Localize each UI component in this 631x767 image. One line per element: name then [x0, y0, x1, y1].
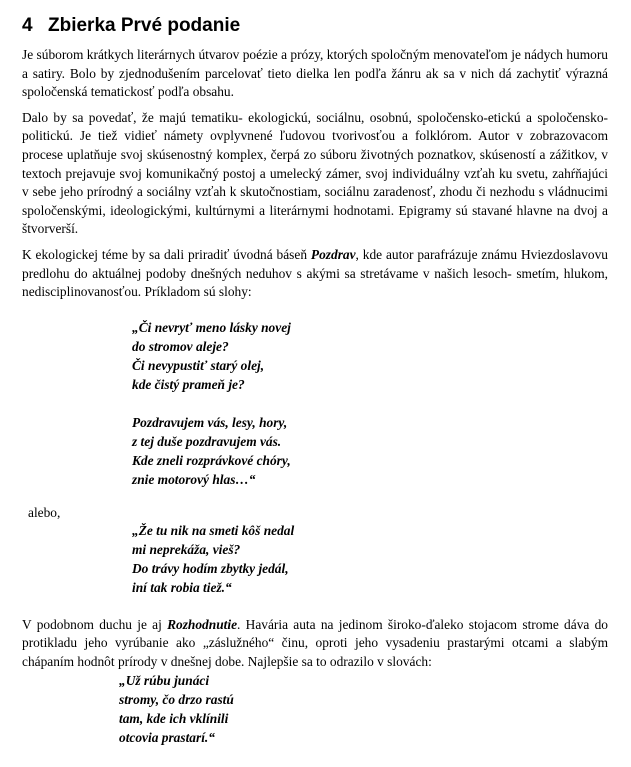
paragraph-4: [22, 616, 608, 672]
poem-line: iní tak robia tiež.“: [132, 579, 232, 595]
poem-line: Kde zneli rozprávkové chóry,: [132, 452, 291, 468]
poem-line: stromy, čo drzo rastú: [119, 691, 234, 707]
poem-line: tam, kde ich vklínili: [119, 710, 229, 726]
paragraph-4-after: . Havária auta na jedinom široko-ďaleko stojacom strome dáva do protikladu jeho vyrúbanie ako „záslužného“ činu, oproti jeho vysadeniu prastarými otcami a slabým chápaním hodnôt prírody v dnešnej dobe. Najlepšie sa to odrazilo v slovách:: [22, 616, 608, 669]
poem-line: „Že tu nik na smeti kôš nedal: [132, 522, 295, 538]
poem-line: „Či nevryť meno lásky novej: [132, 319, 291, 335]
document-page: [22, 14, 608, 747]
poem-line: znie motorový hlas…“: [132, 471, 256, 487]
poem-smeti: [132, 521, 608, 597]
poem-line: Pozdravujem vás, lesy, hory,: [132, 414, 288, 430]
poem-title-pozdrav: Pozdrav: [310, 246, 356, 262]
paragraph-3-after: , kde autor parafrázuje známu Hviezdoslavovu predlohu do aktuálnej podoby dnešných neduhov s akými sa stretávame v našich lesoch- smetím, hlukom, nedisciplinovanosťou. Príkladom sú slohy:: [22, 246, 608, 300]
poem-stanza-2: [132, 413, 608, 489]
poem-stanza-1: [132, 318, 608, 394]
alebo-text: alebo,: [28, 504, 61, 520]
paragraph-3-before: K ekologickej téme by sa dali priradiť úvodná báseň: [22, 246, 311, 262]
section-title: Zbierka Prvé podanie: [48, 15, 241, 36]
poem-title-rozhodnutie: Rozhodnutie: [167, 616, 238, 632]
paragraph-2: Dalo by sa povedať, že majú tematiku- ekologickú, sociálnu, osobnú, spoločensko-etickú a spoločensko-politickú. Je tiež vidieť námety ovplyvnené ľudovou tvorivosťou a folklórom. Autor v zobrazovacom procese uplatňuje svoj skúsenostný komplex, čerpá zo súboru životných poznatkov, skúseností a zážitkov, v textoch prejavuje svoj komunikačný postoj a umelecký zámer, svoj individuálny vzťah ku svetu, zahŕňajúci v sebe jeho prírodný a sociálny vzťah k skutočnostiam, sociálnu zaradenosť, zhodu či nezhodu s vládnucimi spoločenskými, ideologickými, kultúrnymi a literárnymi hodnotami. Epigramy sú stavané hlavne na dvoj a štvorverší.: [22, 109, 608, 237]
poem-line: mi neprekáža, vieš?: [132, 541, 241, 557]
poem-line: „Už rúbu junáci: [119, 672, 210, 688]
paragraph-1: Je súborom krátkych literárnych útvarov poézie a prózy, ktorých spoločným menovateľom je nádych humoru a satiry. Bolo by zjednodušením parcelovať tieto dielka len podľa žánru ak sa v nich dá zachytiť výrazná spoločenská tematickosť podľa obsahu.: [22, 47, 608, 100]
poem-rozhodnutie: [119, 671, 608, 747]
poem-pozdrav: [132, 318, 608, 489]
section-heading: [22, 14, 608, 38]
poem-line: do stromov aleje?: [132, 338, 229, 354]
paragraph-4-before: V podobnom duchu je aj: [22, 616, 168, 632]
poem-line: z tej duše pozdravujem vás.: [132, 433, 282, 449]
poem-line: kde čistý prameň je?: [132, 376, 245, 392]
section-number: 4: [22, 15, 33, 36]
poem-line: Či nevypustiť starý olej,: [132, 357, 265, 373]
poem-line: otcovia prastarí.“: [119, 729, 215, 745]
poem-line: Do trávy hodím zbytky jedál,: [132, 560, 289, 576]
paragraph-3: [22, 246, 608, 302]
